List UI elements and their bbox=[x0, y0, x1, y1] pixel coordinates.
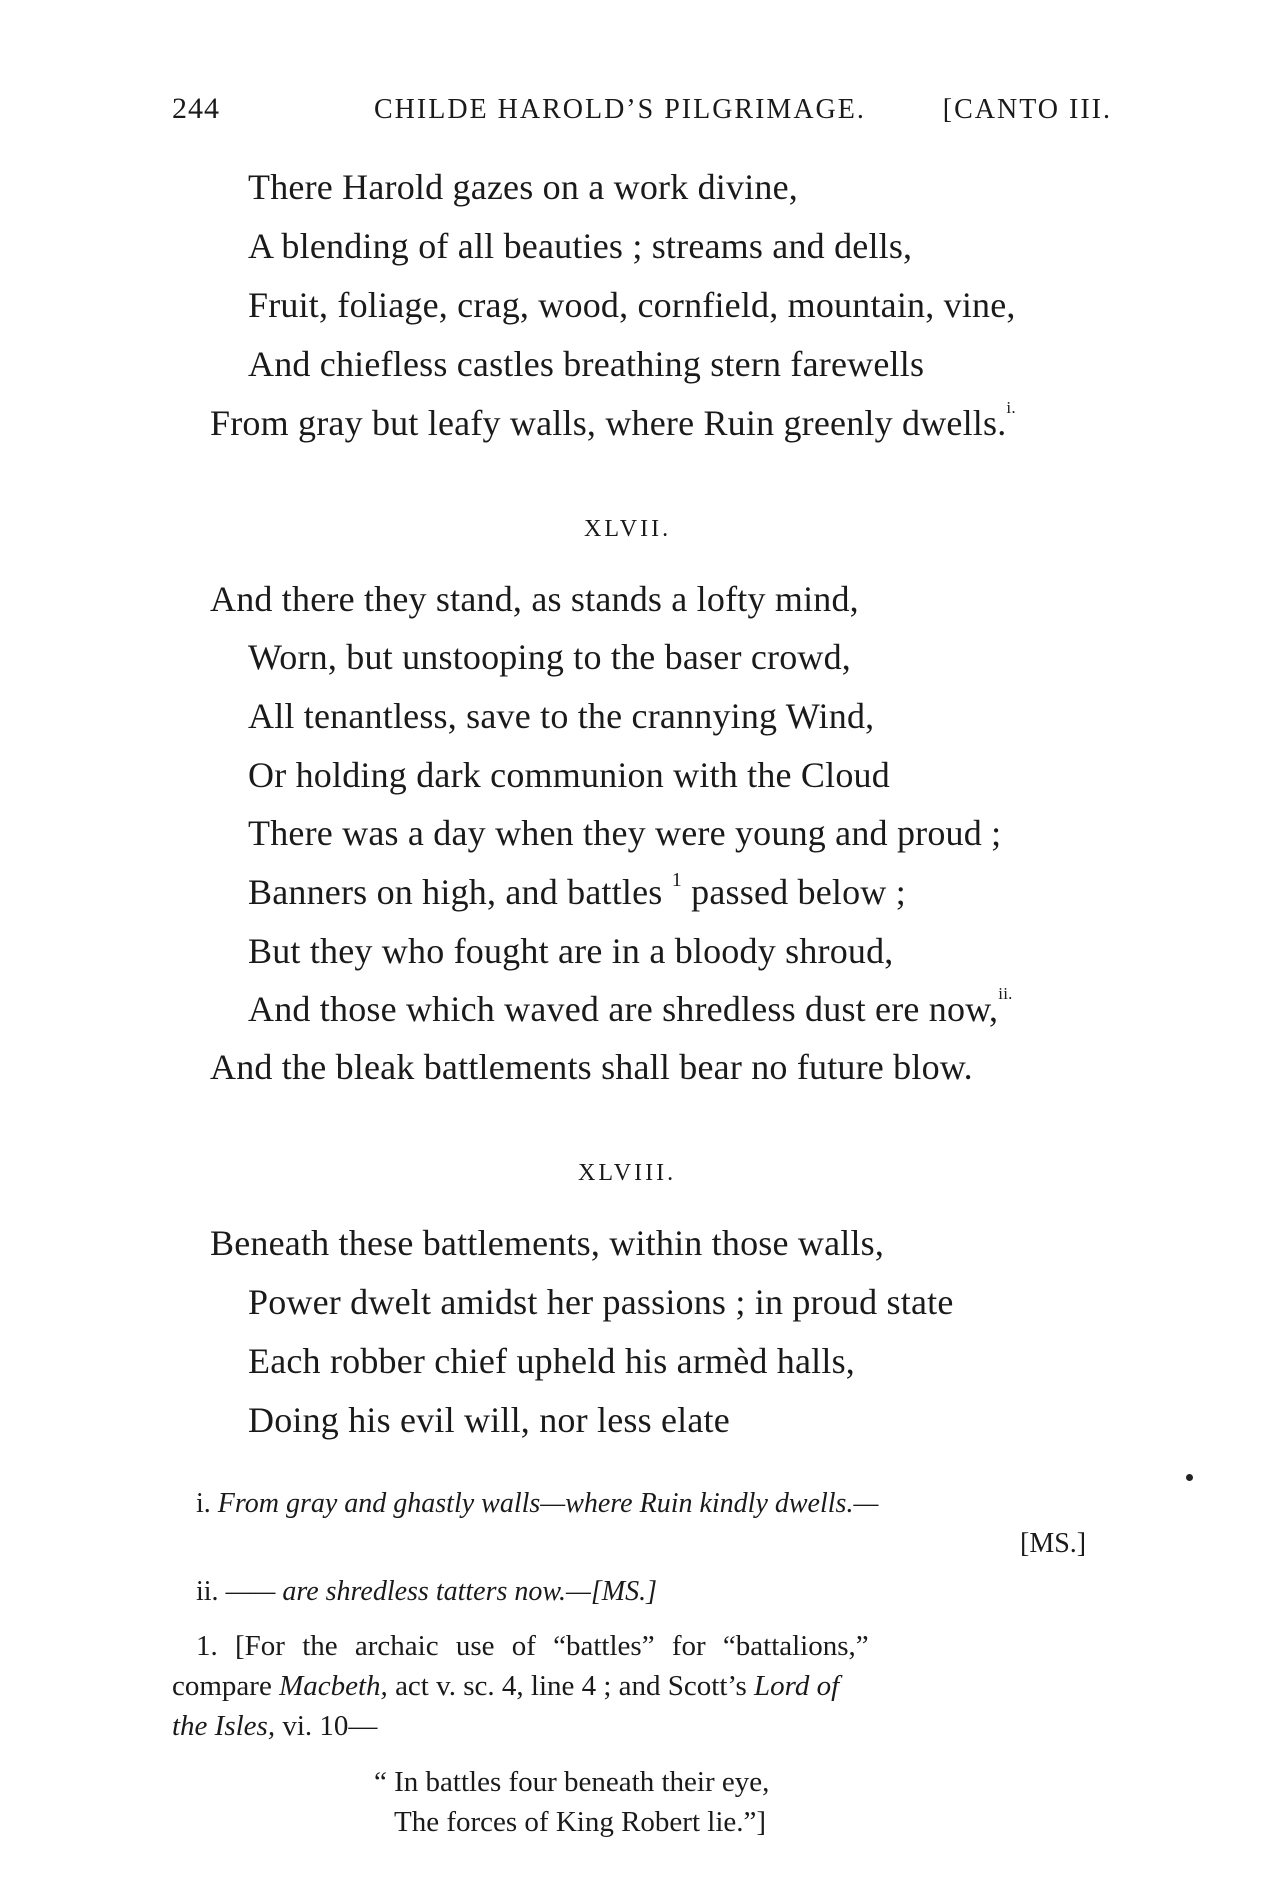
verse-line: But they who fought are in a bloody shroud, bbox=[248, 931, 894, 971]
canto-label: [CANTO III. bbox=[942, 94, 1112, 125]
variant-label: i. bbox=[196, 1488, 211, 1519]
footnote-text: vi. 10— bbox=[282, 1710, 378, 1742]
verse-line: And the bleak battlements shall bear no future blow. bbox=[210, 1047, 973, 1087]
footnote-title: the Isles, bbox=[172, 1710, 276, 1742]
verse-line: Or holding dark communion with the Cloud bbox=[248, 755, 890, 795]
verse-line: A blending of all beauties ; streams and dells, bbox=[248, 226, 913, 266]
page-number: 244 bbox=[172, 92, 220, 125]
variant-marker: i. bbox=[1006, 398, 1016, 417]
verse-text: passed below ; bbox=[691, 872, 906, 912]
footnote-text: act v. sc. 4, line 4 ; and Scott’s bbox=[395, 1670, 747, 1702]
stray-mark bbox=[1186, 1474, 1193, 1481]
variant-note-i bbox=[196, 1488, 878, 1520]
verse-line: Beneath these battlements, within those walls, bbox=[210, 1223, 885, 1263]
stanza-number: XLVII. bbox=[584, 516, 672, 542]
footnote-line bbox=[172, 1710, 377, 1743]
verse-line: There Harold gazes on a work divine, bbox=[248, 167, 798, 207]
footnote-line bbox=[172, 1670, 839, 1703]
running-title: CHILDE HAROLD’S PILGRIMAGE. bbox=[374, 94, 866, 125]
verse-line: Power dwelt amidst her passions ; in proud state bbox=[248, 1282, 954, 1322]
variant-text: —— are shredless tatters now.—[MS.] bbox=[225, 1576, 657, 1607]
verse-line: Fruit, foliage, crag, wood, cornfield, mountain, vine, bbox=[248, 285, 1016, 325]
page-header bbox=[172, 92, 1112, 132]
footnote-marker: 1 bbox=[671, 869, 682, 891]
variant-source: [MS.] bbox=[1020, 1528, 1087, 1559]
stanza-number: XLVIII. bbox=[578, 1160, 677, 1186]
variant-note-ii bbox=[196, 1576, 657, 1608]
verse-line: Doing his evil will, nor less elate bbox=[248, 1400, 730, 1440]
variant-text: From gray and ghastly walls—where Ruin kindly dwells.— bbox=[217, 1488, 879, 1519]
variant-marker: ii. bbox=[998, 984, 1013, 1003]
verse-line-with-note bbox=[210, 398, 1016, 444]
verse-text: Banners on high, and battles bbox=[248, 872, 663, 912]
verse-line: There was a day when they were young and proud ; bbox=[248, 813, 1002, 853]
verse-line: All tenantless, save to the crannying Wind, bbox=[248, 696, 875, 736]
verse-line: Worn, but unstooping to the baser crowd, bbox=[248, 637, 852, 677]
footnote-title: Macbeth, bbox=[279, 1670, 388, 1702]
verse-line-with-footnote bbox=[248, 871, 906, 913]
verse-text: And those which waved are shredless dust ere now, bbox=[248, 989, 999, 1029]
verse-line-with-note bbox=[248, 984, 1013, 1030]
verse-text: From gray but leafy walls, where Ruin greenly dwells. bbox=[210, 403, 1007, 443]
footnote-title: Lord of bbox=[754, 1670, 840, 1702]
footnote-line: 1. [For the archaic use of “battles” for “battalions,” bbox=[196, 1630, 869, 1662]
variant-label: ii. bbox=[196, 1576, 219, 1607]
footnote-text: compare bbox=[172, 1670, 272, 1702]
footnote-quote-line: “ In battles four beneath their eye, bbox=[374, 1766, 770, 1798]
footnote-quote-line: The forces of King Robert lie.”] bbox=[394, 1806, 767, 1838]
verse-line: Each robber chief upheld his armèd halls, bbox=[248, 1341, 855, 1381]
verse-line: And chiefless castles breathing stern farewells bbox=[248, 344, 925, 384]
verse-line: And there they stand, as stands a lofty mind, bbox=[210, 579, 859, 619]
